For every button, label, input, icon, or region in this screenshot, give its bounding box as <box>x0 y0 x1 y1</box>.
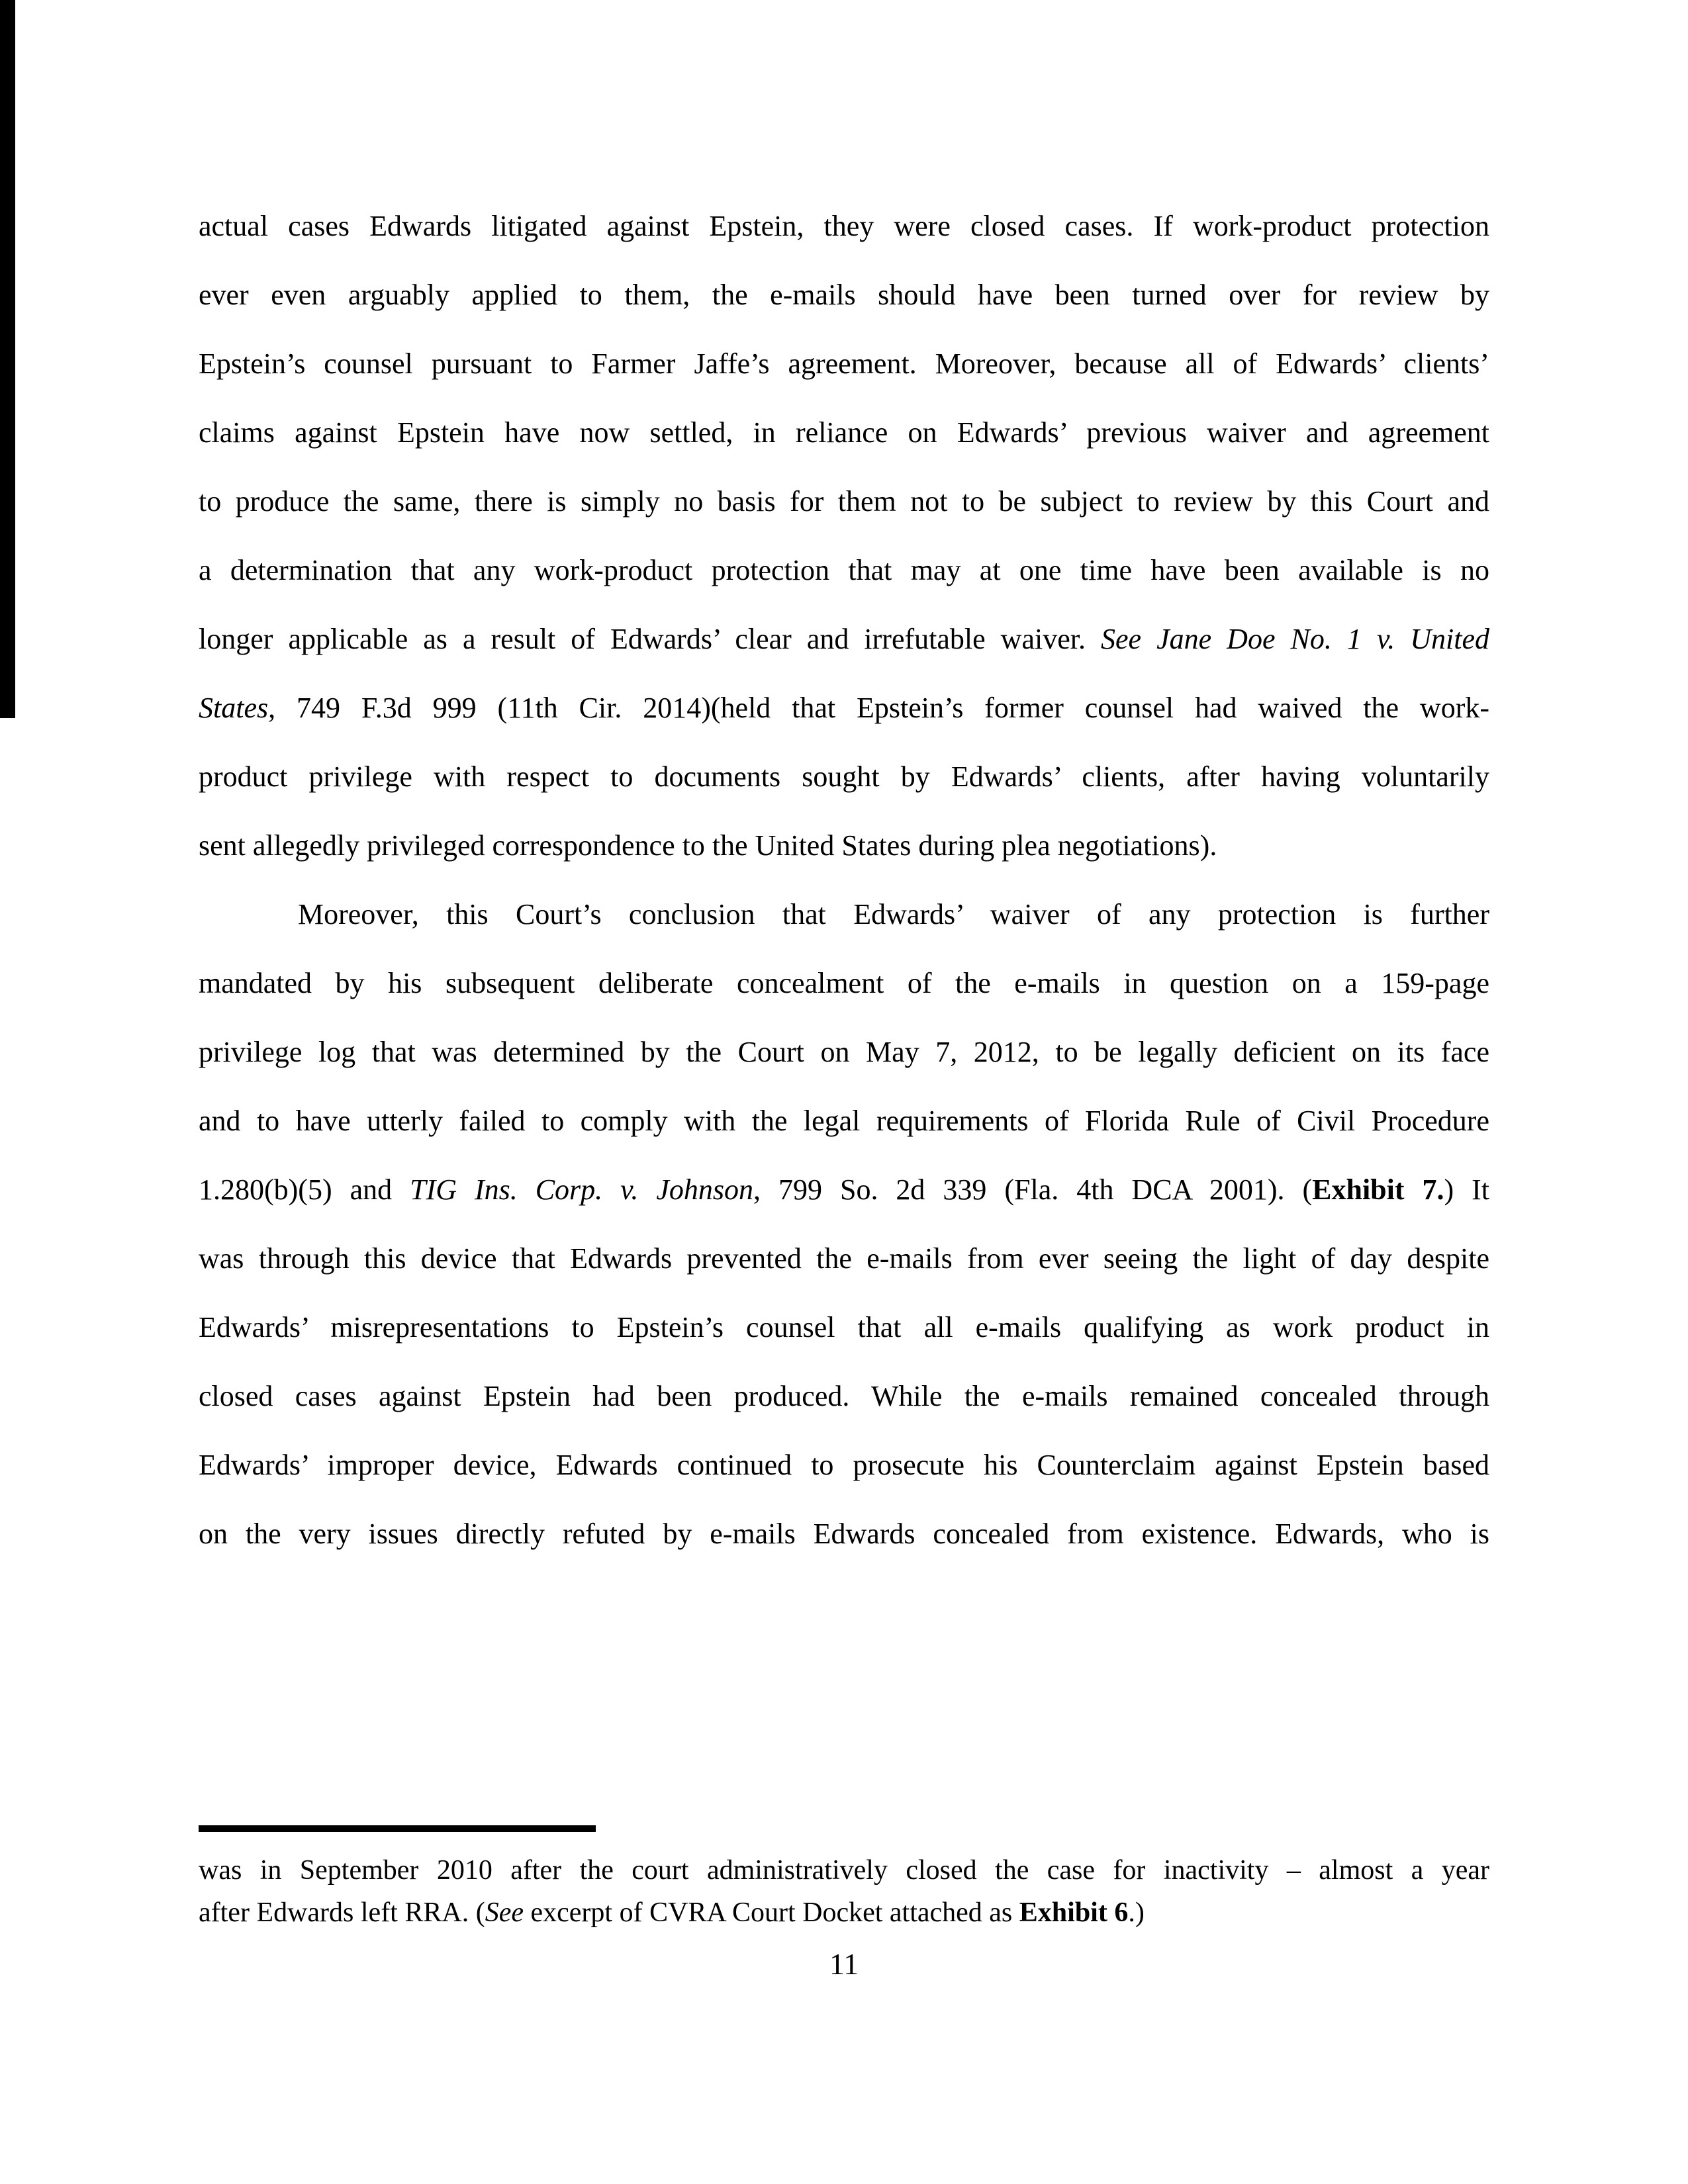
text-run: sent allegedly privileged correspondence to the United States during plea negotiations). <box>199 829 1217 862</box>
scanner-artifact-bar <box>0 0 15 718</box>
paragraph <box>199 880 1489 1569</box>
text-line <box>199 261 1489 330</box>
text-run: Edwards’ misrepresentations to Epstein’s counsel that all e-mails qualifying as work product in <box>199 1311 1489 1343</box>
text-line <box>199 536 1489 605</box>
text-run: Edwards’ improper device, Edwards continued to prosecute his Counterclaim against Epstein based <box>199 1449 1489 1481</box>
text-run: Exhibit 7. <box>1312 1173 1444 1206</box>
text-line <box>199 811 1489 880</box>
page-number: 11 <box>829 1947 859 1981</box>
footnote-text <box>199 1849 1489 1934</box>
text-run: to produce the same, there is simply no basis for them not to be subject to review by this Court and <box>199 485 1489 518</box>
text-run: longer applicable as a result of Edwards’ clear and irrefutable waiver. <box>199 623 1101 655</box>
text-line <box>199 1018 1489 1087</box>
text-run: was through this device that Edwards prevented the e-mails from ever seeing the light of day despite <box>199 1242 1489 1275</box>
text-run: on the very issues directly refuted by e-mails Edwards concealed from existence. Edwards, who is <box>199 1518 1489 1550</box>
text-run: States <box>199 692 269 724</box>
text-line <box>199 1156 1489 1224</box>
text-run: privilege log that was determined by the Court on May 7, 2012, to be legally deficient on its face <box>199 1036 1489 1068</box>
paragraph <box>199 192 1489 880</box>
text-run: excerpt of CVRA Court Docket attached as <box>524 1897 1019 1928</box>
text-run: and to have utterly failed to comply with the legal requirements of Florida Rule of Civil Procedure <box>199 1105 1489 1137</box>
text-line <box>199 743 1489 811</box>
text-run: ) It <box>1444 1173 1490 1206</box>
text-line <box>199 1224 1489 1293</box>
text-run: a determination that any work-product protection that may at one time have been available is no <box>199 554 1489 586</box>
text-run: Epstein’s counsel pursuant to Farmer Jaffe’s agreement. Moreover, because all of Edwards’ clients’ <box>199 347 1489 380</box>
text-run: product privilege with respect to documents sought by Edwards’ clients, after having voluntarily <box>199 760 1489 793</box>
text-run: See <box>485 1897 524 1928</box>
text-run: See Jane Doe No. 1 v. United <box>1101 623 1489 655</box>
text-run: 1.280(b)(5) and <box>199 1173 410 1206</box>
text-line <box>199 467 1489 536</box>
text-line <box>199 674 1489 743</box>
text-run: .) <box>1128 1897 1145 1928</box>
text-run: closed cases against Epstein had been produced. While the e-mails remained concealed through <box>199 1380 1489 1412</box>
text-line <box>199 330 1489 398</box>
text-run: Moreover, this Court’s conclusion that Edwards’ waiver of any protection is further <box>298 898 1489 931</box>
body-text <box>199 192 1489 1569</box>
text-line <box>199 1500 1489 1569</box>
text-line <box>199 398 1489 467</box>
text-run: TIG Ins. Corp. v. Johnson <box>410 1173 754 1206</box>
footnote-separator-rule <box>199 1825 596 1832</box>
text-run: after Edwards left RRA. ( <box>199 1897 485 1928</box>
text-run: mandated by his subsequent deliberate concealment of the e-mails in question on a 159-page <box>199 967 1489 999</box>
text-line <box>199 1362 1489 1431</box>
text-line <box>199 949 1489 1018</box>
text-run: claims against Epstein have now settled, in reliance on Edwards’ previous waiver and agreement <box>199 416 1489 449</box>
text-run: , 749 F.3d 999 (11th Cir. 2014)(held that Epstein’s former counsel had waived the work- <box>268 692 1489 724</box>
text-run: , 799 So. 2d 339 (Fla. 4th DCA 2001). ( <box>753 1173 1313 1206</box>
footnote-line <box>199 1849 1489 1891</box>
text-run: Exhibit 6 <box>1019 1897 1129 1928</box>
text-line <box>199 1293 1489 1362</box>
text-line <box>199 1087 1489 1156</box>
text-line <box>199 605 1489 674</box>
footnote <box>199 1825 1489 1934</box>
text-run: actual cases Edwards litigated against Epstein, they were closed cases. If work-product protection <box>199 210 1489 242</box>
text-line <box>199 1431 1489 1500</box>
footnote-line <box>199 1891 1489 1934</box>
text-run: ever even arguably applied to them, the e-mails should have been turned over for review by <box>199 279 1489 311</box>
text-run: was in September 2010 after the court administratively closed the case for inactivity – almost a year <box>199 1855 1489 1886</box>
text-line <box>199 880 1489 949</box>
text-line <box>199 192 1489 261</box>
